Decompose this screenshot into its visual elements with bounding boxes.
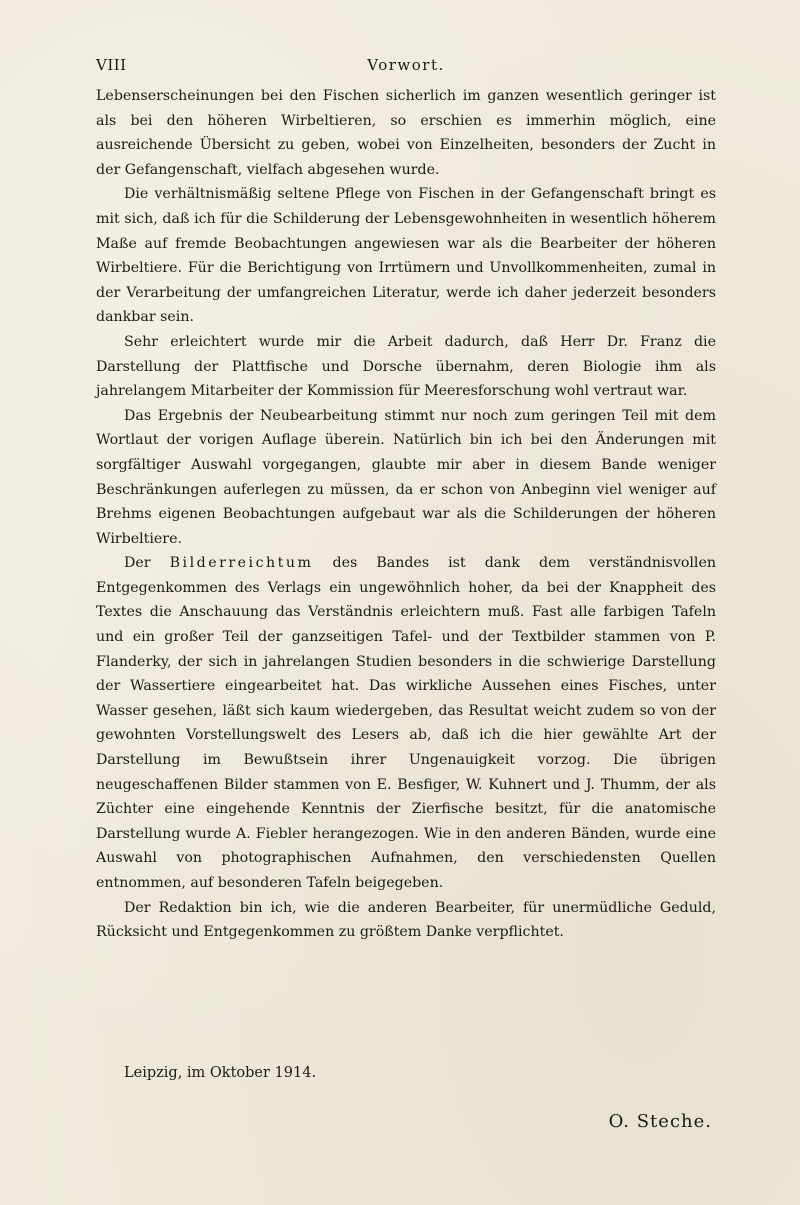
- dateline: Leipzig, im Oktober 1914.: [124, 1065, 317, 1081]
- paragraph-text: des Bandes ist dank dem verständnisvollen Entgegenkommen des Verlags ein ungewöhnlich hoher, da bei der Knappheit des Textes die Anschauung das Verständnis erleichtern muß. Fast alle farbigen Tafeln und ein großer Teil der ganzseitigen Tafel- und der Textbilder stammen von P. Flanderky, der sich in jahrelangen Studien besonders in die schwierige Darstellung der Wassertiere eingearbeitet hat. Das wirkliche Aussehen eines Fisches, unter Wasser gesehen, läßt sich kaum wiedergeben, das Resultat weicht zudem so von der gewohnten Vorstellungswelt des Lesers ab, daß ich die hier gewählte Art der Darstellung im Bewußtsein ihrer Ungenauigkeit vorzog. Die übrigen neugeschaffenen Bilder stammen von E. Besfiger, W. Kuhnert und J. Thumm, der als Züchter eine eingehende Kenntnis der Zierfische besitzt, für die anatomische Darstellung wurde A. Fiebler herangezogen. Wie in den anderen Bänden, wurde eine Auswahl von photographischen Aufnahmen, den verschiedensten Quellen entnommen, auf besonderen Tafeln beigegeben.: [96, 555, 716, 891]
- preface-body: [96, 84, 716, 945]
- paragraph-text: Der: [124, 555, 170, 572]
- paragraph: [96, 330, 716, 404]
- paragraph: [96, 896, 716, 945]
- paragraph: [96, 551, 716, 895]
- page-number: VIII: [96, 56, 127, 74]
- paragraph-text: Die verhältnismäßig seltene Pflege von Fischen in der Gefangenschaft bringt es mit sich, daß ich für die Schilderung der Lebensgewohnheiten in wesentlich höherem Maße auf fremde Beobachtungen angewiesen war als die Bearbeiter der höheren Wirbeltiere. Für die Berichtigung von Irrtümern und Unvollkommenheiten, zumal in der Verarbeitung der umfangreichen Literatur, werde ich daher jederzeit besonders dankbar sein.: [96, 186, 716, 326]
- paragraph: [96, 84, 716, 182]
- paragraph-text: Der Redaktion bin ich, wie die anderen Bearbeiter, für unermüdliche Geduld, Rücksicht und Entgegenkommen zu größtem Danke verpflichtet.: [96, 899, 716, 941]
- paragraph: [96, 404, 716, 552]
- emphasized-term: Bilderreichtum: [169, 555, 314, 572]
- paragraph: [96, 182, 716, 330]
- paragraph-text: Lebenserscheinungen bei den Fischen sicherlich im ganzen wesentlich geringer ist als bei den höheren Wirbeltieren, so erschien es immerhin möglich, eine ausreichende Übersicht zu geben, wobei von Einzelheiten, besonders der Zucht in der Gefangenschaft, vielfach abgesehen wurde.: [96, 88, 716, 178]
- paragraph-text: Das Ergebnis der Neubearbeitung stimmt nur noch zum geringen Teil mit dem Wortlaut der vorigen Auflage überein. Natürlich bin ich bei den Änderungen mit sorgfältiger Auswahl vorgegangen, glaubte mir aber in diesem Bande weniger Beschränkungen auferlegen zu müssen, da er schon von Anbeginn viel weniger auf Brehms eigenen Beobachtungen aufgebaut war als die Schilderungen der höheren Wirbeltiere.: [96, 407, 716, 547]
- author-signature: O. Steche.: [608, 1111, 712, 1132]
- running-head: Vorwort.: [367, 56, 445, 74]
- paragraph-text: Sehr erleichtert wurde mir die Arbeit dadurch, daß Herr Dr. Franz die Darstellung der Plattfische und Dorsche übernahm, deren Biologie ihm als jahrelangem Mitarbeiter der Kommission für Meeresforschung wohl vertraut war.: [96, 333, 716, 400]
- page-header: [96, 56, 716, 80]
